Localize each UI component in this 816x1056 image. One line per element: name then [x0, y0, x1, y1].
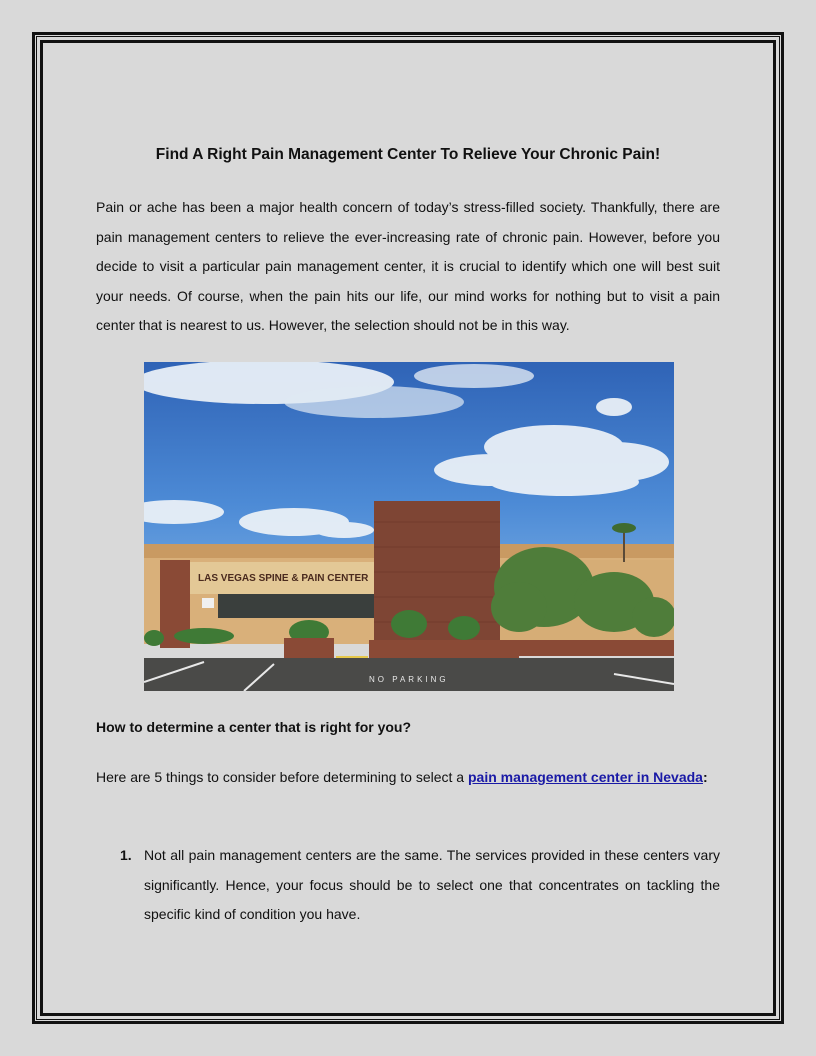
pain-center-photo [144, 362, 674, 691]
pain-center-nevada-link[interactable]: pain management center in Nevada [467, 769, 703, 785]
section-subheading: How to determine a center that is right for you? [96, 719, 412, 735]
document-title: Find A Right Pain Management Center To Relieve Your Chronic Pain! [155, 146, 661, 163]
consider-colon: : [702, 769, 708, 785]
consider-lead: Here are 5 things to consider before determining to select a [96, 769, 468, 785]
building-sign: LAS VEGAS SPINE & PAIN CENTER [198, 573, 369, 584]
pavement-text: NO PARKING [369, 675, 449, 684]
consider-paragraph [96, 763, 720, 793]
intro-paragraph: Pain or ache has been a major health concern of today’s stress-filled society. Thankfully, there are pain management centers to relieve the ever-increasing rate of chronic pain. However, before you decide to visit a particular pain management center, it is crucial to identify which one will best suit your needs. Of course, when the pain hits our life, our mind works for nothing but to visit a pain center that is nearest to us. However, the selection should not be in this way. [96, 199, 720, 333]
list-number: 1. [120, 847, 132, 863]
windows [218, 594, 374, 618]
list-text: Not all pain management centers are the same. The services provided in these centers vary significantly. Hence, your focus should be to select one that concentrates on tackling the specific kind of condition you have. [144, 847, 720, 922]
